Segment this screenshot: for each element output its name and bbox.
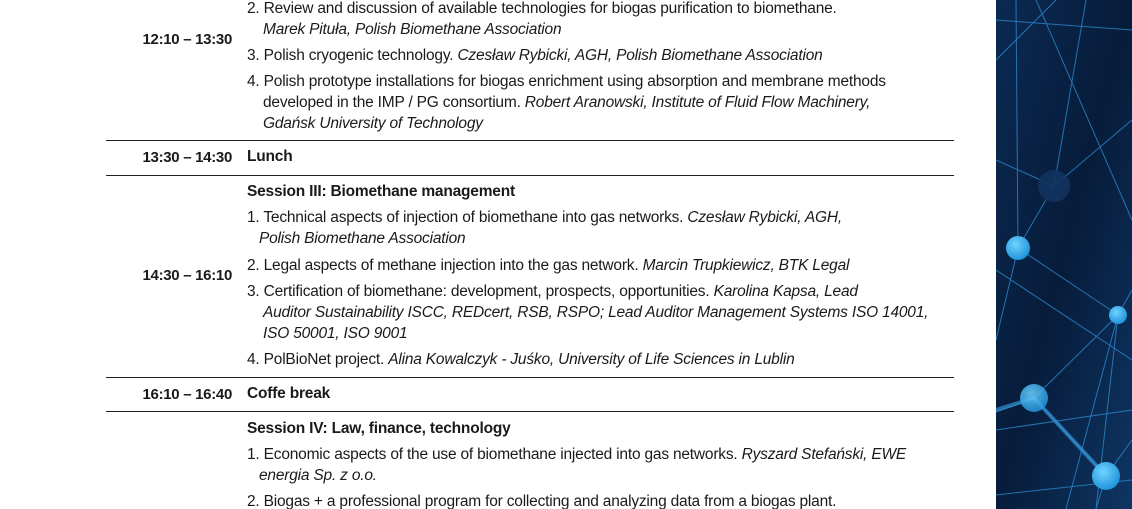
row-divider bbox=[106, 175, 954, 176]
item-text: 2. Legal aspects of methane injection into the gas network. bbox=[247, 257, 639, 274]
row-title: Coffe break bbox=[247, 385, 331, 402]
item-author: Alina Kowalczyk - Juśko, University of Life Sciences in Lublin bbox=[388, 351, 795, 368]
item-text: 1. Economic aspects of the use of biomethane injected into gas networks. bbox=[247, 446, 738, 463]
time-slot: 16:10 – 16:40 bbox=[142, 386, 232, 403]
time-slot: 13:30 – 14:30 bbox=[142, 149, 232, 166]
row-divider bbox=[106, 411, 954, 412]
item-author: Ryszard Stefański, EWE bbox=[741, 446, 907, 463]
item-author: energia Sp. z o.o. bbox=[259, 467, 377, 484]
item-author: Karolina Kapsa, Lead bbox=[713, 283, 858, 300]
item-text: 3. Certification of biomethane: development, prospects, opportunities. bbox=[247, 283, 710, 300]
item-author: Polish Biomethane Association bbox=[259, 230, 466, 247]
item-author: Robert Aranowski, Institute of Fluid Flow Machinery, bbox=[524, 94, 871, 111]
session-title: Session IV: Law, finance, technology bbox=[247, 420, 511, 437]
item-text: 1. Technical aspects of injection of biomethane into gas networks. bbox=[247, 209, 684, 226]
item-text: 4. PolBioNet project. bbox=[247, 351, 385, 368]
item-text: 2. Review and discussion of available technologies for biogas purification to biomethane. bbox=[247, 0, 837, 17]
item-text: 3. Polish cryogenic technology. bbox=[247, 47, 454, 64]
time-slot: 12:10 – 13:30 bbox=[142, 31, 232, 48]
item-author: Marcin Trupkiewicz, BTK Legal bbox=[642, 257, 850, 274]
item-author: ISO 50001, ISO 9001 bbox=[263, 325, 408, 342]
item-author: Czesław Rybicki, AGH, bbox=[687, 209, 842, 226]
row-divider bbox=[106, 140, 954, 141]
item-author: Czesław Rybicki, AGH, Polish Biomethane Association bbox=[457, 47, 823, 64]
item-text: developed in the IMP / PG consortium. bbox=[263, 94, 521, 111]
session-title: Session III: Biomethane management bbox=[247, 183, 515, 200]
item-text: 4. Polish prototype installations for biogas enrichment using absorption and membrane methods bbox=[247, 73, 886, 90]
time-slot: 14:30 – 16:10 bbox=[142, 267, 232, 284]
row-divider bbox=[106, 377, 954, 378]
item-author: Gdańsk University of Technology bbox=[263, 115, 483, 132]
item-author: Auditor Sustainability ISCC, REDcert, RSB, RSPO; Lead Auditor Management Systems ISO 14001, bbox=[263, 304, 929, 321]
row-title: Lunch bbox=[247, 148, 293, 165]
item-author: Marek Pituła, Polish Biomethane Association bbox=[263, 21, 562, 38]
network-graphic bbox=[996, 0, 1132, 509]
item-text: 2. Biogas + a professional program for collecting and analyzing data from a biogas plant. bbox=[247, 493, 837, 509]
network-lines-graphic bbox=[996, 0, 1132, 509]
